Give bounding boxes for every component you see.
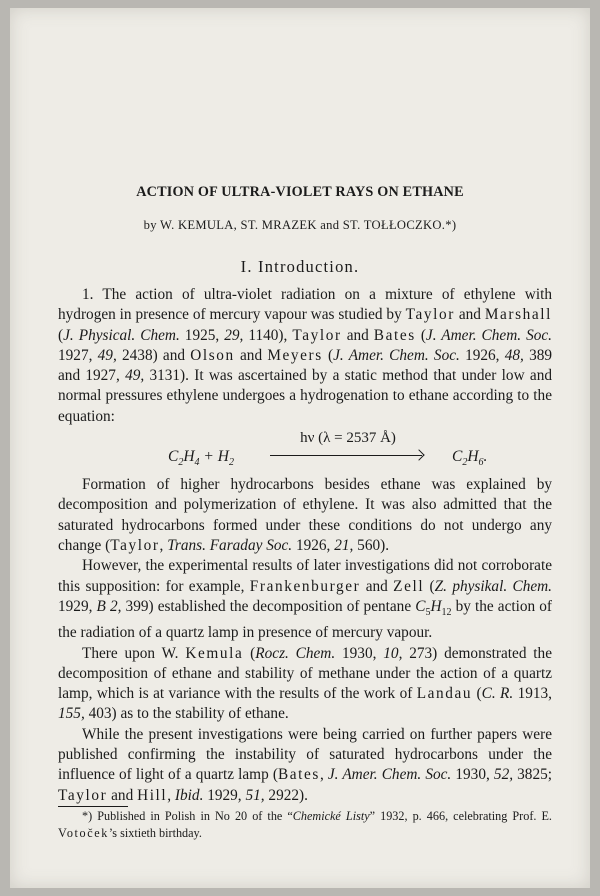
- section-heading: I. Introduction.: [240, 257, 360, 276]
- reaction-arrow-icon: [270, 455, 422, 456]
- paper-page: [10, 8, 590, 888]
- paragraph-2: Formation of higher hydrocarbons besides ethane was explained by decomposition and polymerization of ethylene. It was also admitted that the saturated hydrocarbons formed under these conditions do not undergo any change (Taylor, Trans. Faraday Soc. 1926, 21, 560).: [58, 476, 552, 554]
- paragraph-4: There upon W. Kemula (Rocz. Chem. 1930, 10, 273) demonstrated the decomposition of ethane and stability of methane under the action of a quartz lamp, which is at variance with the results of the work of Landau (C. R. 1913, 155, 403) as to the stability of ethane.: [58, 644, 552, 723]
- author-byline: by W. KEMULA, ST. MRAZEK and ST. TOŁŁOCZKO.*): [143, 218, 457, 232]
- equation-condition: hν (λ = 2537 Å): [300, 430, 396, 447]
- paragraph-1: 1. The action of ultra-violet radiation on a mixture of ethylene with hydrogen in presence of mercury vapour was studied by Taylor and Marshall (J. Physical. Chem. 1925, 29, 1140), Taylor and Bates (J. Amer. Chem. Soc. 1927, 49, 2438) and Olson and Meyers (J. Amer. Chem. Soc. 1926, 48, 389 and 1927, 49, 3131). It was ascertained by a static method that under low and normal pressures ethylene undergoes a hydrogenation to ethane according to the equation:: [58, 286, 553, 425]
- hydrogenation-equation: [58, 427, 552, 475]
- article-body: [58, 285, 552, 806]
- paragraph-5: While the present investigations were being carried on further papers were published confirming the instability of saturated hydrocarbons under the influence of light of a quartz lamp (Bates, J. Amer. Chem. Soc. 1930, 52, 3825; Taylor and Hill, Ibid. 1929, 51, 2922).: [58, 725, 553, 804]
- article-title: ACTION OF ULTRA-VIOLET RAYS ON ETHANE: [136, 184, 464, 200]
- equation-reactants: $C_2H_4 + H_2$: [168, 448, 234, 469]
- footnote: *) Published in Polish in No 20 of the “Chemické Listy” 1932, p. 466, celebrating Prof. E. Votoček’s sixtieth birthday.: [58, 809, 552, 840]
- footnote-rule: [58, 806, 128, 807]
- equation-product: $C_2H_6$.: [452, 448, 488, 469]
- paragraph-3: However, the experimental results of later investigations did not corroborate this supposition: for example, Frankenburger and Zell (Z. physikal. Chem. 1929, B 2, 399) established the decomposition of pentane $C_5H_{12}$ by the action of the radiation of a quartz lamp in presence of mercury vapour.: [58, 557, 553, 642]
